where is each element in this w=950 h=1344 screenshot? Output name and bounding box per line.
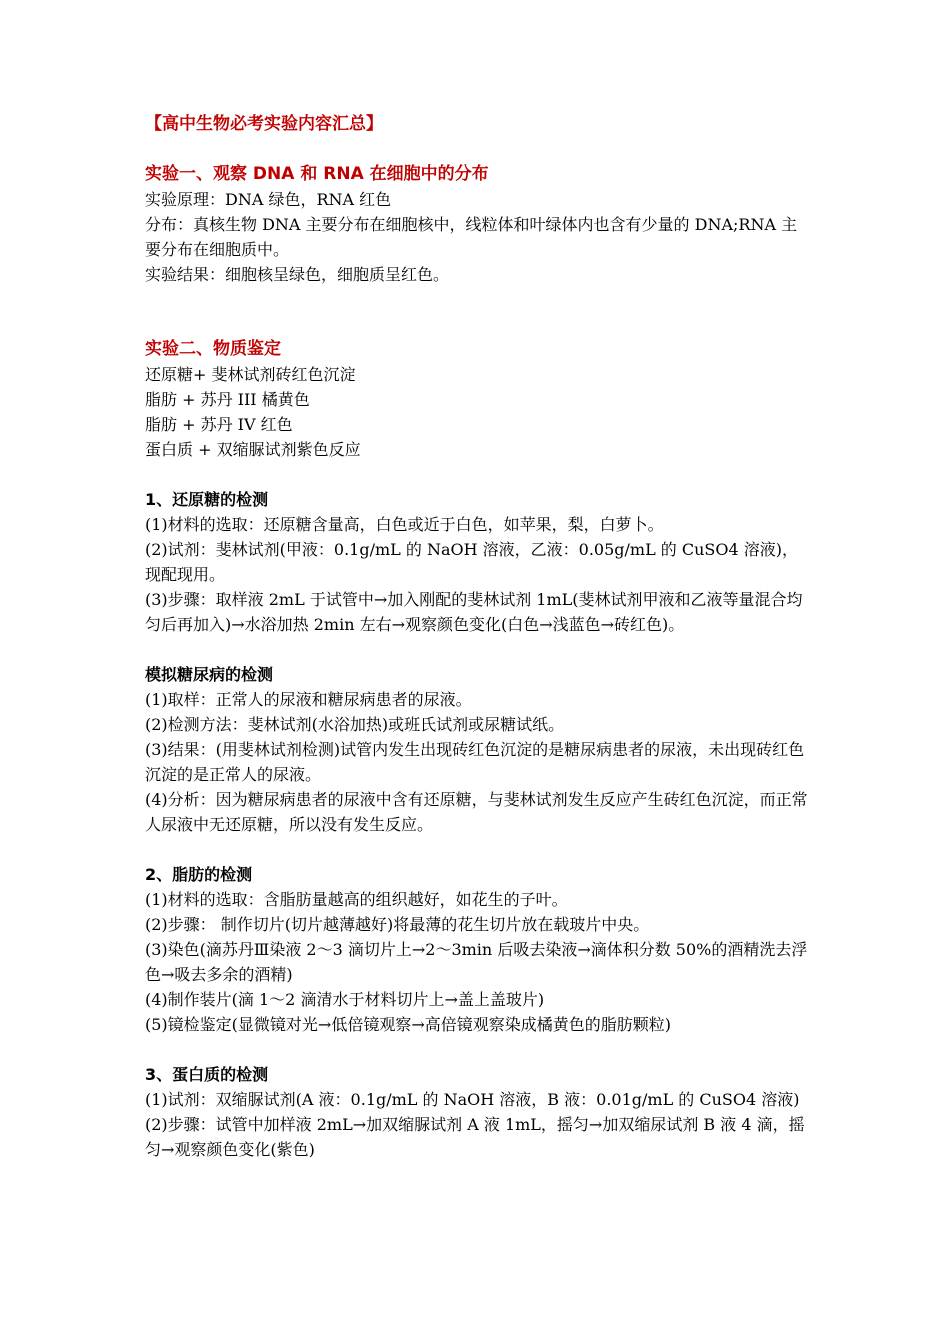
exp1-principle: 实验原理：DNA 绿色，RNA 红色 xyxy=(145,190,392,209)
sec1-line: (1)材料的选取：还原糖含量高，白色或近于白色，如苹果，梨，白萝卜。 xyxy=(145,515,664,534)
sec2-line: (3)染色(滴苏丹Ⅲ染液 2～3 滴切片上→2～3min 后吸去染液→滴体积分数 50%的酒精洗去浮色→吸去多余的酒精) xyxy=(145,940,808,984)
exp2-heading: 实验二、物质鉴定 xyxy=(145,339,281,359)
exp1-result: 实验结果：细胞核呈绿色，细胞质呈红色。 xyxy=(145,265,450,284)
exp1-heading: 实验一、观察 DNA 和 RNA 在细胞中的分布 xyxy=(145,164,489,184)
sec1-line: (3)步骤：取样液 2mL 于试管中→加入刚配的斐林试剂 1mL(斐林试剂甲液和乙液等量混合均匀后再加入)→水浴加热 2min 左右→观察颜色变化(白色→浅蓝色→砖红色)。 xyxy=(145,590,803,634)
sec2-line: (2)步骤： 制作切片(切片越薄越好)将最薄的花生切片放在载玻片中央。 xyxy=(145,915,650,934)
sec3-line: (2)步骤：试管中加样液 2mL→加双缩脲试剂 A 液 1mL，摇匀→加双缩尿试剂 B 液 4 滴，摇匀→观察颜色变化(紫色) xyxy=(145,1115,805,1159)
sec1-line: (2)试剂：斐林试剂(甲液：0.1g/mL 的 NaOH 溶液，乙液：0.05g/mL 的 CuSO4 溶液)，现配现用。 xyxy=(145,540,799,584)
sec2-line: (5)镜检鉴定(显微镜对光→低倍镜观察→高倍镜观察染成橘黄色的脂肪颗粒) xyxy=(145,1015,671,1034)
exp1-distribution: 分布：真核生物 DNA 主要分布在细胞核中，线粒体和叶绿体内也含有少量的 DNA;RNA 主要分布在细胞质中。 xyxy=(145,215,798,259)
diabetes-line: (1)取样：正常人的尿液和糖尿病患者的尿液。 xyxy=(145,690,472,709)
document-title: 【高中生物必考实验内容汇总】 xyxy=(145,114,383,134)
diabetes-line: (2)检测方法：斐林试剂(水浴加热)或班氏试剂或尿糖试纸。 xyxy=(145,715,565,734)
exp2-line: 脂肪 + 苏丹 III 橘黄色 xyxy=(145,390,310,409)
sec3-heading: 3、蛋白质的检测 xyxy=(145,1065,269,1084)
exp2-line: 还原糖+ 斐林试剂砖红色沉淀 xyxy=(145,365,356,384)
sec2-heading: 2、脂肪的检测 xyxy=(145,865,253,884)
sec2-line: (1)材料的选取：含脂肪量越高的组织越好，如花生的子叶。 xyxy=(145,890,568,909)
sec1-heading: 1、还原糖的检测 xyxy=(145,490,269,509)
diabetes-line: (4)分析：因为糖尿病患者的尿液中含有还原糖，与斐林试剂发生反应产生砖红色沉淀，而正常人尿液中无还原糖，所以没有发生反应。 xyxy=(145,790,808,834)
diabetes-line: (3)结果：(用斐林试剂检测)试管内发生出现砖红色沉淀的是糖尿病患者的尿液，未出现砖红色沉淀的是正常人的尿液。 xyxy=(145,740,805,784)
diabetes-heading: 模拟糖尿病的检测 xyxy=(145,665,274,684)
exp2-line: 蛋白质 + 双缩脲试剂紫色反应 xyxy=(145,440,361,459)
document-body xyxy=(145,112,813,1162)
sec2-line: (4)制作装片(滴 1～2 滴清水于材料切片上→盖上盖玻片) xyxy=(145,990,545,1009)
sec3-line: (1)试剂：双缩脲试剂(A 液：0.1g/mL 的 NaOH 溶液，B 液：0.01g/mL 的 CuSO4 溶液) xyxy=(145,1090,800,1109)
exp2-line: 脂肪 + 苏丹 IV 红色 xyxy=(145,415,293,434)
